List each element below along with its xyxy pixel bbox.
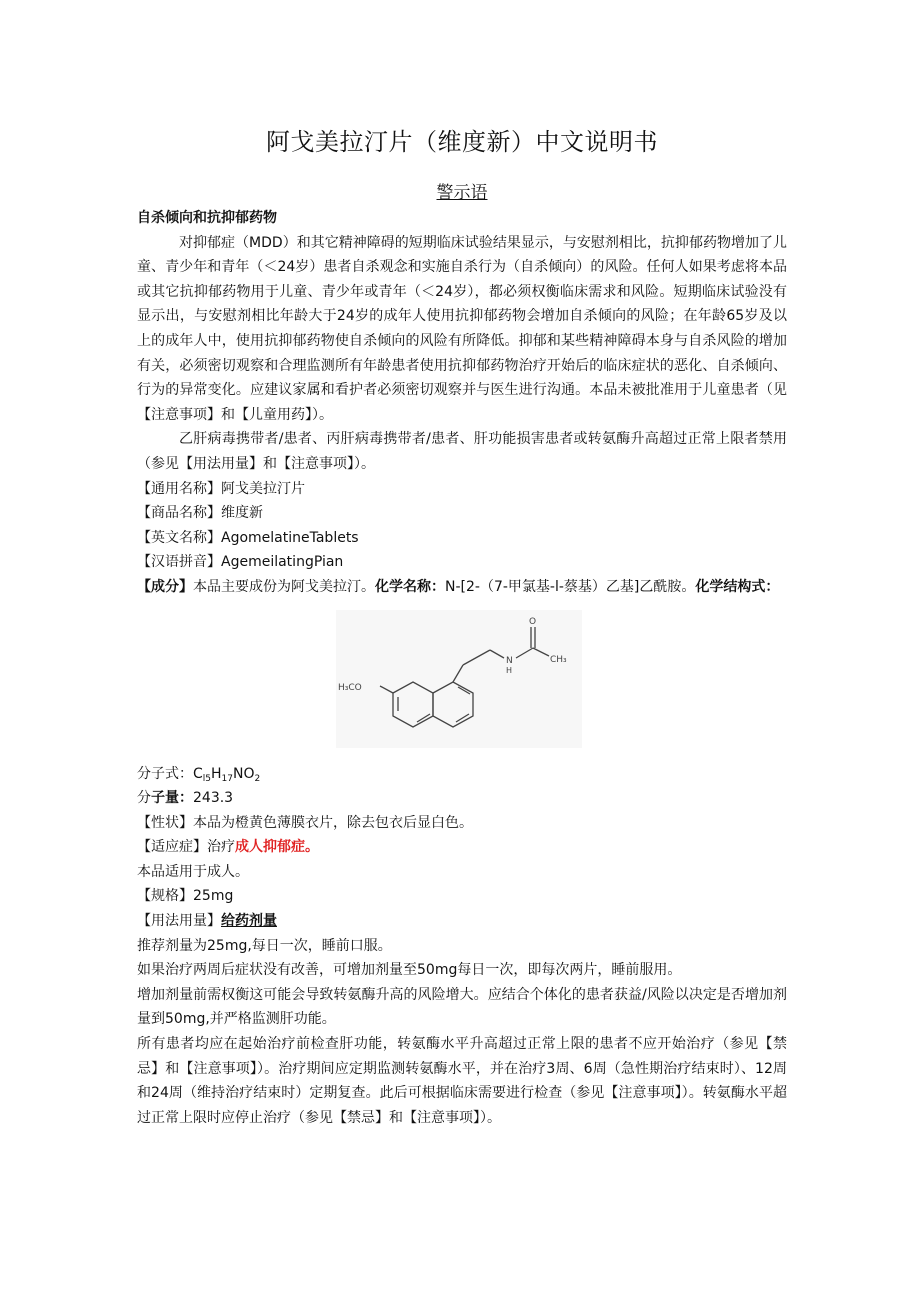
formula-c-sub: l5	[202, 773, 212, 784]
chemical-name-label: 化学名称：	[375, 578, 445, 595]
spec-row	[137, 884, 787, 909]
dosage-heading: 给药剂量	[221, 913, 277, 930]
document-body	[137, 206, 787, 1130]
english-name-value: AgomelatineTablets	[221, 529, 359, 546]
dosage-label: 【用法用量】	[137, 913, 221, 930]
appearance-row	[137, 811, 787, 836]
dosage-row	[137, 909, 787, 934]
dosage-paragraph-1: 推荐剂量为25mg,每日一次，睡前口服。	[137, 937, 392, 954]
chemical-structure-image	[336, 610, 582, 748]
composition-row	[137, 575, 787, 600]
generic-name-value: 阿戈美拉汀片	[221, 480, 305, 497]
dosage-paragraph-3: 增加剂量前需权衡这可能会导致转氨酶升高的风险增大。应结合个体化的患者获益/风险以决定是否增加剂量到50mg,并严格监测肝功能。	[137, 986, 787, 1028]
trade-name-row	[137, 501, 787, 526]
methyl-group-label: CH₃	[550, 654, 567, 665]
warning-subheading: 自杀倾向和抗抑郁药物	[137, 210, 277, 226]
indication-note: 本品适用于成人。	[137, 863, 249, 880]
document-title: 阿戈美拉汀片（维度新）中文说明书	[266, 128, 658, 156]
warning-paragraph-1: 对抑郁症（MDD）和其它精神障碍的短期临床试验结果显示，与安慰剂相比，抗抑郁药物增加了儿童、青少年和青年（＜24岁）患者自杀观念和实施自杀行为（自杀倾向）的风险。任何人如果考虑将本品或其它抗抑郁药物用于儿童、青少年或青年（＜24岁），都必须权衡临床需求和风险。短期临床试验没有显示出，与安慰剂相比年龄大于24岁的成年人使用抗抑郁药物会增加自杀倾向的风险；在年龄65岁及以上的成年人中，使用抗抑郁药物使自杀倾向的风险有所降低。抑郁和某些精神障碍本身与自杀风险的增加有关，必须密切观察和合理监测所有年龄患者使用抗抑郁药物治疗开始后的临床症状的恶化、自杀倾向、行为的异常变化。应建议家属和看护者必须密切观察并与医生进行沟通。本品未被批准用于儿童患者（见【注意事项】和【儿童用药】）。	[137, 234, 787, 423]
hydrogen-label: H	[506, 665, 513, 675]
methoxy-group-label: H₃CO	[338, 682, 362, 693]
formula-h: H	[211, 765, 222, 782]
nitrogen-label: N	[506, 655, 513, 666]
formula-row	[137, 762, 787, 787]
warning-heading: 警示语	[436, 183, 488, 203]
pinyin-label: 【汉语拼音】	[137, 554, 221, 571]
formula-h-sub: 17	[221, 773, 233, 784]
indication-value: 成人抑郁症。	[235, 839, 319, 856]
trade-name-label: 【商品名称】	[137, 505, 221, 522]
trade-name-value: 维度新	[221, 505, 263, 522]
indication-label: 【适应症】	[137, 839, 207, 856]
generic-name-label: 【通用名称】	[137, 480, 221, 497]
formula-c: C	[193, 765, 203, 782]
indication-prefix: 治疗	[207, 839, 235, 856]
generic-name-row	[137, 477, 787, 502]
indication-row	[137, 835, 787, 860]
oxygen-label: O	[529, 616, 537, 627]
formula-label: 分子式：	[137, 765, 193, 782]
mw-label-2: 子量：	[151, 790, 193, 807]
composition-label: 【成分】	[137, 578, 193, 595]
formula-no: NO	[233, 765, 255, 782]
ring-right	[433, 682, 473, 727]
dosage-paragraph-2: 如果治疗两周后症状没有改善，可增加剂量至50mg每日一次，即每次两片，睡前服用。	[137, 962, 682, 979]
mw-label-1: 分	[137, 790, 151, 807]
appearance-label: 【性状】	[137, 814, 193, 831]
english-name-label: 【英文名称】	[137, 529, 221, 546]
spec-value: 25mg	[193, 888, 234, 905]
pinyin-value: AgemeilatingPian	[221, 554, 344, 571]
chemical-name-value: N-[2-（7-甲氯基-l-蔡基）乙基]乙酰胺。	[445, 578, 696, 595]
mw-value: 243.3	[193, 790, 234, 807]
composition-text: 本品主要成份为阿戈美拉汀。	[193, 578, 375, 595]
structure-label: 化学结构式：	[695, 578, 780, 595]
molecular-weight-row	[137, 786, 787, 811]
formula-no-sub: 2	[254, 773, 261, 784]
appearance-value: 本品为橙黄色薄膜衣片，除去包衣后显白色。	[193, 814, 473, 831]
dosage-paragraph-4: 所有患者均应在起始治疗前检查肝功能，转氨酶水平升高超过正常上限的患者不应开始治疗（参见【禁忌】和【注意事项】）。治疗期间应定期监测转氨酶水平，并在治疗3周、6周（急性期治疗结束时）、12周和24周（维持治疗结束时）定期复查。此后可根据临床需要进行检查（参见【注意事项】）。转氨酶水平超过正常上限时应停止治疗（参见【禁忌】和【注意事项】）。	[137, 1036, 787, 1126]
warning-paragraph-2: 乙肝病毒携带者/患者、丙肝病毒携带者/患者、肝功能损害患者或转氨酶升高超过正常上限者禁用（参见【用法用量】和【注意事项】）。	[137, 431, 787, 472]
spec-label: 【规格】	[137, 888, 193, 905]
pinyin-row	[137, 550, 787, 575]
english-name-row	[137, 526, 787, 551]
ring-left	[393, 682, 433, 727]
